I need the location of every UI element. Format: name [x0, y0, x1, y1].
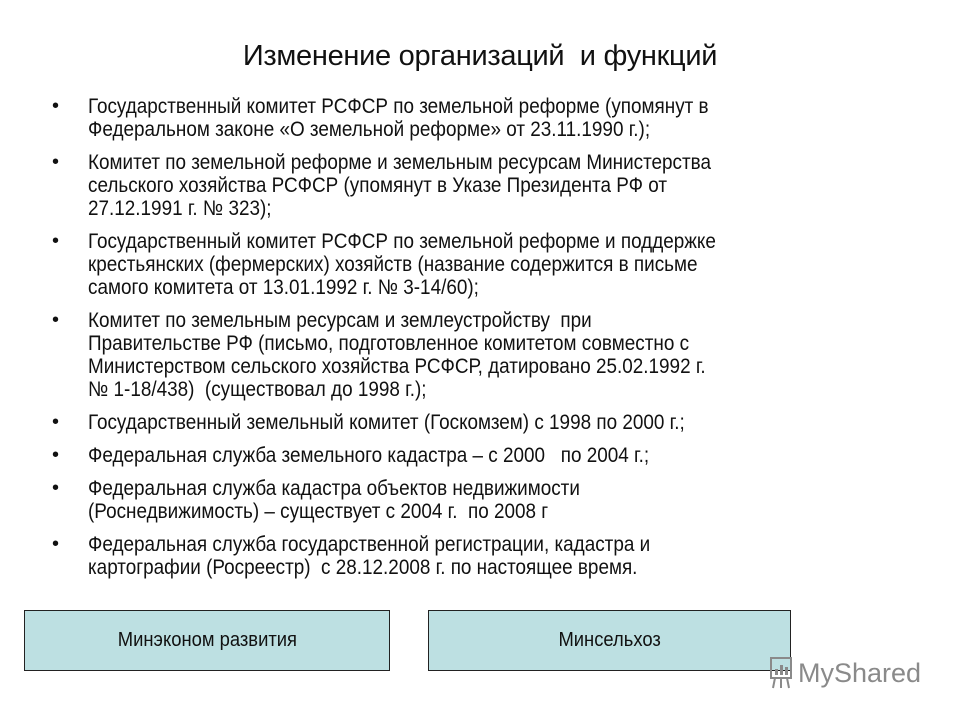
- text-line: Государственный комитет РСФСР по земельной реформе и поддержке: [88, 230, 716, 253]
- text-line: Государственный земельный комитет (Госкомзем) с 1998 по 2000 г.;: [88, 411, 685, 434]
- ministry-box-economy: [24, 610, 390, 671]
- list-item-text: [88, 411, 960, 434]
- text-line: № 1-18/438) (существовал до 1998 г.);: [88, 378, 427, 401]
- bullet-icon: •: [52, 533, 60, 555]
- text-line: (Роснедвижимость) – существует с 2004 г. по 2008 г: [88, 500, 549, 523]
- text-line: сельского хозяйства РСФСР (упомянут в Указе Президента РФ от: [88, 174, 668, 197]
- list-item: [0, 411, 960, 434]
- list-item: [0, 309, 960, 401]
- text-line: самого комитета от 13.01.1992 г. № 3-14/60);: [88, 276, 479, 299]
- text-line: Правительстве РФ (письмо, подготовленное комитетом совместно с: [88, 332, 690, 355]
- text-line: Комитет по земельным ресурсам и землеустройству при: [88, 309, 592, 332]
- slide-title: Изменение организаций и функций: [242, 40, 718, 72]
- list-item-text: [88, 309, 960, 401]
- text-line: 27.12.1991 г. № 323);: [88, 197, 272, 220]
- text-line: Федеральная служба кадастра объектов недвижимости: [88, 477, 580, 500]
- list-item-text: [88, 95, 960, 141]
- list-item-text: [88, 477, 960, 523]
- list-item-text: [88, 230, 960, 299]
- watermark: [768, 656, 921, 690]
- bullet-list: [0, 95, 960, 589]
- text-line: Федеральная служба государственной регистрации, кадастра и: [88, 533, 651, 556]
- text-line: Федеральная служба земельного кадастра – с 2000 по 2004 г.;: [88, 444, 650, 467]
- bullet-icon: •: [52, 411, 60, 433]
- text-line: крестьянских (фермерских) хозяйств (название содержится в письме: [88, 253, 698, 276]
- watermark-text: MyShared: [798, 657, 922, 688]
- bullet-icon: •: [52, 151, 60, 173]
- bullet-icon: •: [52, 309, 60, 331]
- text-line: Федеральном законе «О земельной реформе» от 23.11.1990 г.);: [88, 118, 651, 141]
- text-line: Министерством сельского хозяйства РСФСР, датировано 25.02.1992 г.: [88, 355, 706, 378]
- text-line: картографии (Росреестр) с 28.12.2008 г. по настоящее время.: [88, 556, 638, 579]
- bullet-icon: •: [52, 477, 60, 499]
- box-label: Минэконом развития: [117, 629, 297, 651]
- list-item: [0, 230, 960, 299]
- myshared-logo-icon: [768, 656, 794, 690]
- list-item: [0, 151, 960, 220]
- list-item-text: [88, 151, 960, 220]
- ministry-box-agriculture: [428, 610, 791, 671]
- bullet-icon: •: [52, 230, 60, 252]
- text-line: Комитет по земельной реформе и земельным ресурсам Министерства: [88, 151, 712, 174]
- list-item-text: [88, 533, 960, 579]
- bullet-icon: •: [52, 444, 60, 466]
- text-line: Государственный комитет РСФСР по земельной реформе (упомянут в: [88, 95, 709, 118]
- list-item: [0, 95, 960, 141]
- list-item: [0, 477, 960, 523]
- bullet-icon: •: [52, 95, 60, 117]
- list-item: [0, 444, 960, 467]
- list-item-text: [88, 444, 960, 467]
- list-item: [0, 533, 960, 579]
- box-label: Минсельхоз: [558, 629, 661, 651]
